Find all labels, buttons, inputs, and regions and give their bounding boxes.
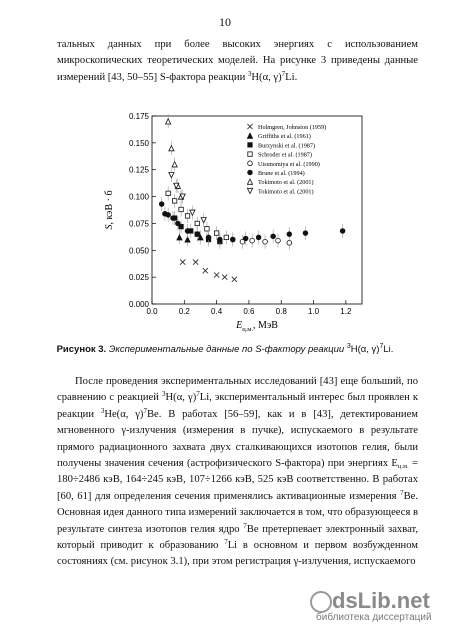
y-tick-label: 0.175 (128, 112, 149, 121)
x-tick-label: 1.2 (340, 307, 352, 316)
data-point (177, 235, 182, 240)
data-point (190, 210, 195, 215)
data-point (166, 191, 170, 195)
legend-marker (247, 179, 252, 184)
legend-entry: Schroder et al. (1987) (258, 151, 312, 159)
para2-text-5: Be. В работах [56–59], как и в [43], детектированием мгновенного γ-излучения (измерения в пучке), испускаемого в результате прямого радиационного захвата двух сталкивающихся изотопов гелия, были получены значения сечения (астрофизического S-фактора) при энергиях E (57, 408, 419, 470)
data-point (205, 227, 209, 231)
x-tick-label: 1.0 (307, 307, 320, 316)
data-point (287, 232, 292, 237)
x-tick-label: 0.6 (243, 307, 255, 316)
data-point (214, 231, 218, 235)
data-point (263, 239, 268, 244)
page-number: 10 (219, 15, 231, 29)
caption-sup1: 3 (346, 343, 351, 350)
para1-sup2: 7 (281, 69, 286, 78)
x-tick-label: 0.2 (178, 307, 190, 316)
caption-sup2: 7 (379, 343, 384, 350)
data-point (169, 146, 174, 151)
para2-sup-1: 3 (162, 390, 166, 399)
chart-x-label (235, 320, 278, 333)
data-point (201, 218, 206, 223)
y-tick-label: 0.100 (128, 192, 149, 202)
caption-end: Li. (383, 344, 394, 355)
figure-caption (0, 344, 450, 355)
data-point (171, 216, 176, 221)
data-point (159, 202, 164, 207)
data-point (179, 207, 183, 211)
y-tick-label: 0.050 (128, 246, 149, 256)
para2-text-6: = 180÷2486 кэВ, 164÷245 кэВ, 107÷1266 кэВ, 525 кэВ соответственно. В работах [60, 61] для определения сечения применялись активационные измерения (57, 458, 418, 502)
legend-entry: Utsunomiya et al. (1990) (258, 160, 320, 168)
paragraph-main (57, 374, 418, 571)
y-tick-label: 0.150 (128, 138, 149, 148)
data-point (250, 238, 255, 243)
y-label-unit: , кэВ · б (104, 190, 115, 225)
watermark-subtitle: библиотека диссертаций (316, 612, 432, 623)
para1-end: Li. (285, 71, 298, 83)
y-tick-label: 0.025 (128, 273, 149, 283)
s-factor-chart (100, 108, 380, 340)
x-tick-label: 0.4 (211, 307, 223, 316)
legend-entry: Tokimoto et al. (2001) (258, 188, 314, 196)
para1-reaction: H(α, γ) (251, 71, 282, 83)
legend-entry: Burzynski et al. (1987) (258, 142, 316, 150)
para2-sup-2: 7 (196, 390, 200, 399)
para2-sub-1: ц.м. (397, 463, 409, 471)
para2-sup-5: 7 (400, 488, 404, 497)
data-point (256, 235, 261, 240)
legend-marker (248, 161, 253, 166)
data-point (195, 232, 200, 237)
data-point (193, 260, 198, 265)
data-point (206, 235, 211, 240)
data-point (169, 172, 174, 177)
watermark-logo: dsLib.net (332, 588, 430, 613)
data-point (218, 237, 223, 242)
watermark (310, 588, 440, 628)
legend-marker (247, 188, 252, 193)
data-point (185, 214, 189, 218)
para1-sup1: 3 (247, 69, 252, 78)
x-tick-label: 0.0 (146, 307, 158, 316)
y-label-main: S (104, 224, 115, 230)
data-point (222, 275, 227, 280)
para2-text-7: Be. Основная идея данного типа измерений заключается в том, что образующееся в результате синтеза изотопов гелия ядро (57, 490, 418, 535)
data-point (172, 199, 176, 203)
legend-marker (248, 152, 252, 156)
data-point (271, 234, 276, 239)
chart-legend (247, 124, 326, 195)
data-point (224, 235, 228, 239)
para2-text-4: He(α, γ) (104, 408, 144, 420)
data-point (243, 236, 248, 241)
data-point (180, 260, 185, 265)
para1-text: тальных данных при более высоких энергиях с использованием микроскопических теоретических моделей. На рисунке 3 приведены данные измерений [43, 50–55] S-фактора реакции (57, 39, 418, 83)
data-point (185, 229, 190, 234)
legend-marker (247, 133, 252, 138)
chart-y-label (104, 190, 115, 229)
data-point (276, 238, 281, 243)
x-label-unit: , МэВ (253, 320, 278, 331)
para2-text-1: После проведения экспериментальных исследований [43] еще больший, по сравнению с реакцией (57, 376, 418, 404)
data-point (166, 119, 171, 124)
y-tick-label: 0.075 (128, 219, 149, 229)
data-point (176, 221, 181, 226)
data-point (203, 268, 208, 273)
para2-sup-3: 3 (100, 406, 105, 415)
chart-plot-area (129, 112, 362, 316)
legend-entry: Griffiths et al. (1961) (258, 133, 311, 141)
y-tick-label: 0.000 (128, 300, 149, 309)
data-point (340, 229, 345, 234)
data-point (166, 212, 171, 217)
data-point (214, 272, 219, 277)
legend-marker (248, 143, 252, 147)
para2-sup-6: 7 (243, 521, 247, 530)
data-point (232, 277, 237, 282)
x-label-sub: ц.м. (242, 326, 254, 333)
x-tick-label: 0.8 (275, 307, 287, 316)
legend-marker (248, 170, 253, 175)
data-point (195, 221, 199, 225)
data-point (172, 162, 177, 167)
x-label-main: E (236, 320, 243, 331)
legend-entry: Tokimoto et al. (2001) (258, 179, 314, 187)
para2-sup-4: 7 (143, 406, 147, 415)
caption-label: Рисунок 3. (56, 344, 107, 355)
para2-text-3: Li, экспериментальный интерес был проявлен к реакции (57, 392, 418, 420)
watermark-seal-icon (310, 591, 332, 613)
para2-text-2: H(α, γ) (165, 392, 197, 404)
caption-reaction: H(α, γ) (350, 344, 380, 355)
para2-sup-7: 7 (224, 538, 228, 547)
para2-text-9: Li в основном и первом возбужденном состояниях (см. рисунок 3.1), при этом регистрация γ-излучения, испускаемого (57, 540, 419, 568)
data-point (230, 237, 235, 242)
legend-entry: Holmgren, Johnston (1959) (258, 124, 327, 131)
y-tick-label: 0.125 (128, 165, 149, 175)
legend-marker (247, 124, 252, 129)
para2-text-8: Be претерпевает электронный захват, который приводит к образованию (57, 523, 418, 552)
caption-text: Экспериментальные данные по S-фактору реакции (106, 344, 347, 355)
legend-entry: Brune et al. (1994) (258, 170, 305, 177)
data-point (303, 231, 308, 236)
paragraph-intro (57, 37, 418, 86)
